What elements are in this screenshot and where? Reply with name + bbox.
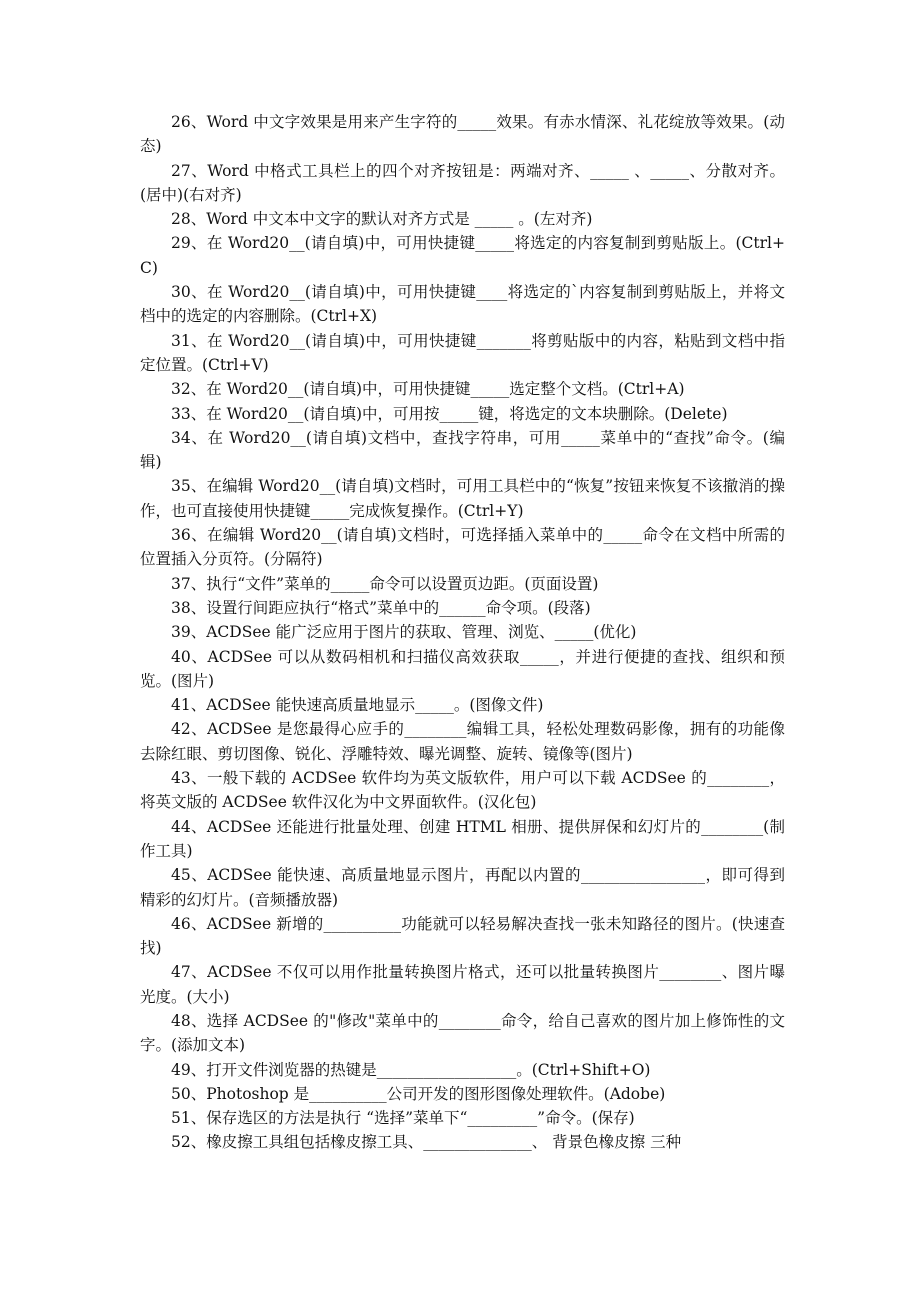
question-35: 35、在编辑 Word20__(请自填)文档时，可用工具栏中的“恢复”按钮来恢复不该撤消的操作，也可直接使用快捷键_____完成恢复操作。(Ctrl+Y) bbox=[140, 477, 785, 520]
question-28: 28、Word 中文本中文字的默认对齐方式是 _____ 。(左对齐) bbox=[171, 210, 593, 229]
question-49: 49、打开文件浏览器的热键是__________________。(Ctrl+Shift+O) bbox=[171, 1060, 651, 1079]
question-44: 44、ACDSee 还能进行批量处理、创建 HTML 相册、提供屏保和幻灯片的________(制作工具) bbox=[140, 817, 785, 860]
document-body bbox=[140, 110, 785, 1155]
question-52: 52、橡皮擦工具组包括橡皮擦工具、______________、 背景色橡皮擦 三种 bbox=[171, 1133, 682, 1152]
question-48: 48、选择 ACDSee 的"修改"菜单中的________命令，给自己喜欢的图片加上修饰性的文字。(添加文本) bbox=[140, 1011, 785, 1055]
question-33: 33、在 Word20__(请自填)中，可用按_____键，将选定的文本块删除。(Delete) bbox=[171, 404, 728, 423]
question-41: 41、ACDSee 能快速高质量地显示_____。(图像文件) bbox=[171, 696, 544, 715]
question-42: 42、ACDSee 是您最得心应手的________编辑工具，轻松处理数码影像，拥有的功能像去除红眼、剪切图像、锐化、浮雕特效、曝光调整、旋转、镜像等(图片) bbox=[140, 720, 785, 763]
question-47: 47、ACDSee 不仅可以用作批量转换图片格式，还可以批量转换图片________、图片曝光度。(大小) bbox=[140, 963, 785, 1006]
question-45: 45、ACDSee 能快速、高质量地显示图片，再配以内置的________________，即可得到精彩的幻灯片。(音频播放器) bbox=[140, 866, 785, 909]
question-50: 50、Photoshop 是__________公司开发的图形图像处理软件。(Adobe) bbox=[171, 1084, 666, 1103]
question-34: 34、在 Word20__(请自填)文档中，查找字符串，可用_____菜单中的“查找”命令。(编辑) bbox=[140, 428, 785, 472]
question-51: 51、保存选区的方法是执行 “选择”菜单下“_________”命令。(保存) bbox=[171, 1109, 635, 1128]
question-40: 40、ACDSee 可以从数码相机和扫描仪高效获取_____，并进行便捷的查找、组织和预览。(图片) bbox=[140, 647, 785, 690]
question-46: 46、ACDSee 新增的__________功能就可以轻易解决查找一张未知路径的图片。(快速查找) bbox=[140, 914, 785, 958]
question-29: 29、在 Word20__(请自填)中，可用快捷键_____将选定的内容复制到剪贴版上。(Ctrl+C) bbox=[140, 234, 785, 277]
question-39: 39、ACDSee 能广泛应用于图片的获取、管理、浏览、_____(优化) bbox=[171, 623, 637, 642]
question-38: 38、设置行间距应执行“格式”菜单中的______命令项。(段落) bbox=[171, 598, 591, 617]
question-31: 31、在 Word20__(请自填)中，可用快捷键_______将剪贴版中的内容，粘贴到文档中指定位置。(Ctrl+V) bbox=[140, 331, 785, 374]
question-36: 36、在编辑 Word20__(请自填)文档时，可选择插入菜单中的_____命令在文档中所需的位置插入分页符。(分隔符) bbox=[140, 526, 785, 569]
question-27: 27、Word 中格式工具栏上的四个对齐按钮是：两端对齐、_____ 、_____、分散对齐。(居中)(右对齐) bbox=[140, 161, 785, 204]
question-43: 43、一般下载的 ACDSee 软件均为英文版软件，用户可以下载 ACDSee 的________，将英文版的 ACDSee 软件汉化为中文界面软件。(汉化包) bbox=[140, 769, 785, 812]
question-37: 37、执行“文件”菜单的_____命令可以设置页边距。(页面设置) bbox=[171, 574, 599, 593]
question-26: 26、Word 中文字效果是用来产生字符的_____效果。有赤水情深、礼花绽放等效果。(动态) bbox=[140, 113, 785, 156]
question-30: 30、在 Word20__(请自填)中，可用快捷键____将选定的`内容复制到剪贴版上，并将文档中的选定的内容删除。(Ctrl+X) bbox=[140, 283, 785, 326]
question-32: 32、在 Word20__(请自填)中，可用快捷键_____选定整个文档。(Ctrl+A) bbox=[171, 380, 685, 399]
